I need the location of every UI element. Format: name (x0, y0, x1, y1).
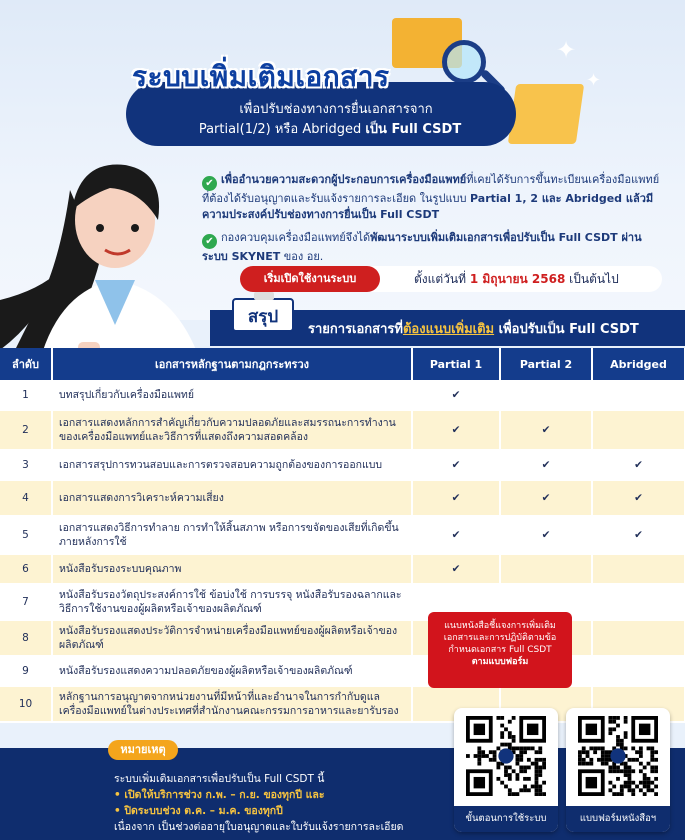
check-icon: ✔ (412, 516, 500, 554)
check-icon: ✔ (592, 480, 685, 516)
row-number: 5 (0, 516, 52, 554)
check-circle-icon: ✔ (202, 234, 217, 249)
table-row (0, 554, 685, 584)
check-icon: ✔ (592, 450, 685, 480)
empty-cell (500, 380, 592, 410)
check-icon: ✔ (500, 516, 592, 554)
header-no: ลำดับ (0, 348, 52, 380)
form-note-bold: ตามแบบฟอร์ม (471, 657, 529, 667)
check-icon: ✔ (592, 516, 685, 554)
row-number: 1 (0, 380, 52, 410)
check-icon: ✔ (412, 480, 500, 516)
document-name: หนังสือรับรองแสดงประวัติการจำหน่ายเครื่องมือแพทย์ของผู้ผลิตหรือเจ้าของผลิตภัณฑ์ (52, 620, 412, 656)
page-title: ระบบเพิ่มเติมเอกสาร (132, 60, 390, 93)
subtitle-line1: เพื่อปรับช่องทางการยื่นเอกสารจาก (239, 102, 433, 117)
info1-bold2: Partial 1, 2 และ Abridged แล้วมีความประสงค์ปรับช่องทางการยื่นเป็น Full CSDT (202, 192, 654, 221)
header-document: เอกสารหลักฐานตามกฎกระทรวง (52, 348, 412, 380)
table-row (0, 410, 685, 450)
sparkle-icon: ✦ (586, 70, 602, 91)
check-icon: ✔ (500, 410, 592, 450)
info-paragraph-1 (202, 172, 662, 223)
qr-code-icon (578, 716, 658, 796)
summary-heading (308, 318, 639, 339)
summary-prefix: รายการเอกสารที่ (308, 322, 403, 337)
note-label: หมายเหตุ (108, 740, 178, 760)
form-note-text: แนบหนังสือชี้แจงการเพิ่มเติมเอกสารและการปฏิบัติตามข้อกำหนดเอกสาร Full CSDT (443, 621, 557, 655)
info2-tail: ของ อย. (280, 250, 324, 263)
row-number: 9 (0, 656, 52, 686)
row-number: 6 (0, 554, 52, 584)
document-name: หนังสือรับรองแสดงความปลอดภัยของผู้ผลิตหรือเจ้าของผลิตภัณฑ์ (52, 656, 412, 686)
empty-cell (592, 554, 685, 584)
note-line-2: เนื่องจาก เป็นช่วงต่ออายุใบอนุญาตและใบรับแจ้งรายการละเอียด (114, 821, 404, 833)
info1-text: ที่เคยได้รับการขึ้นทะเบียนเครื่องมือแพทย์ที่ต้องได้รับอนุญาตและรับแจ้งรายการละเอียด ในรูปแบบ (202, 173, 660, 205)
check-icon: ✔ (500, 480, 592, 516)
start-date-suffix: เป็นต้นไป (565, 272, 619, 286)
table-row (0, 620, 685, 656)
document-name: เอกสารแสดงการวิเคราะห์ความเสี่ยง (52, 480, 412, 516)
document-name: หลักฐานการอนุญาตจากหน่วยงานที่มีหน้าที่และอำนาจในการกำกับดูแลเครื่องมือแพทย์ในต่างประเทศที่สำนักงานคณะกรรมการอาหารและยารับรอง (52, 686, 412, 722)
row-number: 3 (0, 450, 52, 480)
empty-cell (500, 554, 592, 584)
documents-table (0, 348, 685, 723)
info2-text: กองควบคุมเครื่องมือแพทย์จึงได้ (221, 231, 371, 244)
start-system-label: เริ่มเปิดใช้งานระบบ (240, 266, 380, 292)
empty-cell (592, 656, 685, 686)
summary-highlight: ต้องแนบเพิ่มเติม (402, 322, 495, 337)
note-line-1: ระบบเพิ่มเติมเอกสารเพื่อปรับเป็น Full CSDT นี้ (114, 773, 325, 785)
sparkle-icon: ✦ (556, 36, 577, 64)
check-icon: ✔ (412, 380, 500, 410)
start-date (414, 266, 619, 292)
document-name: เอกสารแสดงวิธีการทำลาย การทำให้สิ้นสภาพ หรือการขจัดของเสียที่เกิดขึ้นภายหลังการใช้ (52, 516, 412, 554)
summary-tag: สรุป (232, 298, 294, 332)
header-abridged: Abridged (592, 348, 685, 380)
check-icon: ✔ (500, 450, 592, 480)
table-row (0, 584, 685, 620)
qr-card-usage-steps[interactable] (454, 708, 558, 832)
table-body (0, 380, 685, 722)
form-attachment-note (428, 612, 572, 688)
qr-caption: แบบฟอร์มหนังสือฯ (566, 806, 670, 832)
empty-cell (592, 410, 685, 450)
info-paragraph-2 (202, 230, 662, 265)
table-row (0, 450, 685, 480)
row-number: 8 (0, 620, 52, 656)
header-partial2: Partial 2 (500, 348, 592, 380)
document-name: เอกสารสรุปการทวนสอบและการตรวจสอบความถูกต้องของการออกแบบ (52, 450, 412, 480)
row-number: 4 (0, 480, 52, 516)
start-date-bold: 1 มิถุนายน 2568 (469, 272, 566, 286)
table-row (0, 516, 685, 554)
table-row (0, 480, 685, 516)
document-name: หนังสือรับรองระบบคุณภาพ (52, 554, 412, 584)
qr-caption: ขั้นตอนการใช้ระบบ (454, 806, 558, 832)
document-name: บทสรุปเกี่ยวกับเครื่องมือแพทย์ (52, 380, 412, 410)
table-header-row (0, 348, 685, 380)
empty-cell (592, 584, 685, 620)
row-number: 2 (0, 410, 52, 450)
magnifier-icon (442, 40, 486, 84)
qr-code-icon (466, 716, 546, 796)
check-icon: ✔ (412, 554, 500, 584)
empty-cell (592, 620, 685, 656)
open-folder-icon (508, 84, 584, 144)
start-date-prefix: ตั้งแต่วันที่ (414, 272, 470, 286)
note-bullet-2: • ปิดระบบช่วง ต.ค. – ม.ค. ของทุกปี (114, 805, 283, 817)
subtitle-line2 (160, 118, 500, 139)
table-row (0, 656, 685, 686)
summary-suffix: เพื่อปรับเป็น Full CSDT (494, 322, 639, 337)
info1-bold: เพื่ออำนวยความสะดวกผู้ประกอบการเครื่องมือแพทย์ (221, 173, 467, 186)
subtitle-line2-prefix: Partial(1/2) หรือ Abridged (198, 122, 366, 137)
empty-cell (592, 380, 685, 410)
header-partial1: Partial 1 (412, 348, 500, 380)
note-bullet-1: • เปิดให้บริการช่วง ก.พ. – ก.ย. ของทุกปี และ (114, 789, 325, 801)
row-number: 10 (0, 686, 52, 722)
check-icon: ✔ (412, 410, 500, 450)
document-name: เอกสารแสดงหลักการสำคัญเกี่ยวกับความปลอดภัยและสมรรถนะการทำงานของเครื่องมือแพทย์และวิธีการที่แสดงถึงความสอดคล้อง (52, 410, 412, 450)
table-row (0, 380, 685, 410)
qr-card-form[interactable] (566, 708, 670, 832)
check-icon: ✔ (412, 450, 500, 480)
row-number: 7 (0, 584, 52, 620)
check-circle-icon: ✔ (202, 176, 217, 191)
document-name: หนังสือรับรองวัตถุประสงค์การใช้ ข้อบ่งใช้ การบรรจุ หนังสือรับรองฉลากและวิธีการใช้งานของผู้ผลิตหรือเจ้าของผลิตภัณฑ์ (52, 584, 412, 620)
subtitle-line2-bold: เป็น Full CSDT (365, 122, 462, 137)
info2-bold: พัฒนาระบบเพิ่มเติมเอกสารเพื่อปรับเป็น Full CSDT ผ่านระบบ SKYNET (202, 231, 642, 263)
